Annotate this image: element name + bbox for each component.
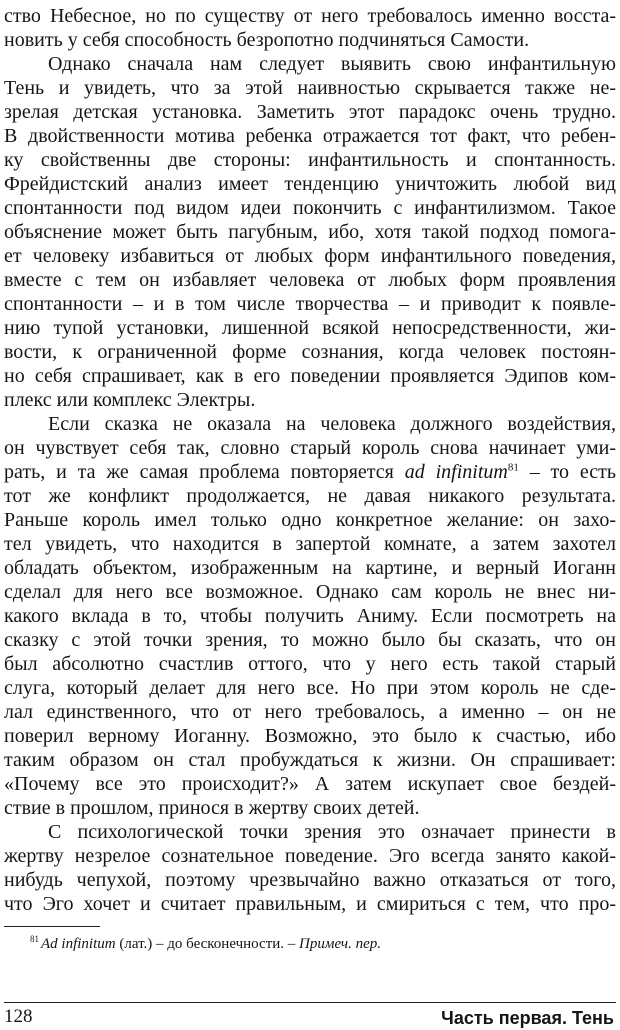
running-head: Часть первая. Тень <box>441 1008 614 1028</box>
text-line: лал единственного, что от него требовалось, а именно – он не <box>4 701 616 723</box>
text-line: вместе с тем он избавляет человека от любых форм проявления <box>4 269 616 291</box>
text-line: Если сказка не оказала на человека должного воздействия, <box>48 413 616 435</box>
text-line: нию тупой установки, лишенной всякой непосредственности, жи- <box>4 317 616 339</box>
text-line: зрелая детская установка. Заметить этот парадокс очень трудно. <box>4 101 616 123</box>
text-line: объяснение может быть пагубным, ибо, хотя такой подход помога- <box>4 221 616 243</box>
text-line: ку свойственны две стороны: инфантильность и спонтанность. <box>4 149 616 171</box>
italic-term: ad infinitum <box>404 461 508 483</box>
text-line: ствие в прошлом, принося в жертву своих детей. <box>4 797 420 819</box>
text-line: вости, к ограниченной форме сознания, когда человек постоян- <box>4 341 616 363</box>
text-line: но себя спрашивает, как в его поведении проявляется Эдипов ком- <box>4 365 616 387</box>
footnote-text: (лат.) – до бесконечности. – <box>115 936 300 952</box>
footnote-term: Ad infinitum <box>41 936 116 952</box>
text-line: спонтанности под видом идеи покончить с инфантилизмом. Такое <box>4 197 616 219</box>
text-line-tail: – то есть <box>518 461 616 483</box>
text-line <box>4 460 616 484</box>
text-line: тот же конфликт продолжается, не давая никакого результата. <box>4 485 616 507</box>
text-line: плекс или комплекс Электры. <box>4 389 256 411</box>
footnote-number: 81 <box>30 934 39 944</box>
text-line: слуга, который делает для него все. Но при этом король не сде- <box>4 677 616 699</box>
footnote <box>30 934 590 954</box>
text-line: ет человеку избавиться от любых форм инфантильного поведения, <box>4 245 616 267</box>
text-line: обладать объектом, изображенным на картине, и верный Иоганн <box>4 557 616 579</box>
text-line: таким образом он стал пробуждаться к жизни. Он спрашивает: <box>4 749 616 771</box>
text-line: В двойственности мотива ребенка отражается тот факт, что ребен- <box>4 125 616 147</box>
text-line: жертву незрелое сознательное поведение. Эго всегда занято какой- <box>4 845 616 867</box>
text-line: был абсолютно счастлив оттого, что у него есть такой старый <box>4 653 616 675</box>
text-line: Фрейдистский анализ имеет тенденцию уничтожить любой вид <box>4 173 616 195</box>
page-number: 128 <box>4 1006 33 1027</box>
text-line: он чувствует себя так, словно старый король снова начинает уми- <box>4 437 616 459</box>
text-line-head: рать, и та же самая проблема повторяется <box>4 461 405 483</box>
text-line: ство Небесное, но по существу от него требовалось именно восста- <box>4 5 616 27</box>
text-line: новить у себя способность безропотно подчиняться Самости. <box>4 29 530 51</box>
text-line: что Эго хочет и считает правильным, и смириться с тем, что про- <box>4 893 616 915</box>
text-line: Тень и увидеть, что за этой наивностью скрывается также не- <box>4 77 616 99</box>
text-line: «Почему все это происходит?» А затем искупает свое бездей- <box>4 773 616 795</box>
text-line: тел увидеть, что находится в запертой комнате, а затем захотел <box>4 533 616 555</box>
text-line: нибудь чепухой, поэтому чрезвычайно важно отказаться от того, <box>4 869 616 891</box>
text-line: какого вклада в то, чтобы получить Аниму. Если посмотреть на <box>4 605 616 627</box>
footnote-divider <box>4 926 100 927</box>
text-line: Однако сначала нам следует выявить свою инфантильную <box>48 53 616 75</box>
text-line: спонтанности – и в том числе творчества – и приводит к появле- <box>4 293 616 315</box>
text-line: Раньше король имел только одно конкретное желание: он захо- <box>4 509 616 531</box>
text-line: сделал для него все возможное. Однако сам король не внес ни- <box>4 581 616 603</box>
text-line: поверил верному Иоганну. Возможно, это было к счастью, ибо <box>4 725 616 747</box>
text-line: сказку с этой точки зрения, то можно было бы сказать, что он <box>4 629 616 651</box>
text-line: С психологической точки зрения это означает принести в <box>48 821 616 843</box>
footer-divider <box>4 1002 616 1003</box>
footnote-ref: 81 <box>507 461 519 474</box>
footnote-note: Примеч. пер. <box>299 936 381 952</box>
